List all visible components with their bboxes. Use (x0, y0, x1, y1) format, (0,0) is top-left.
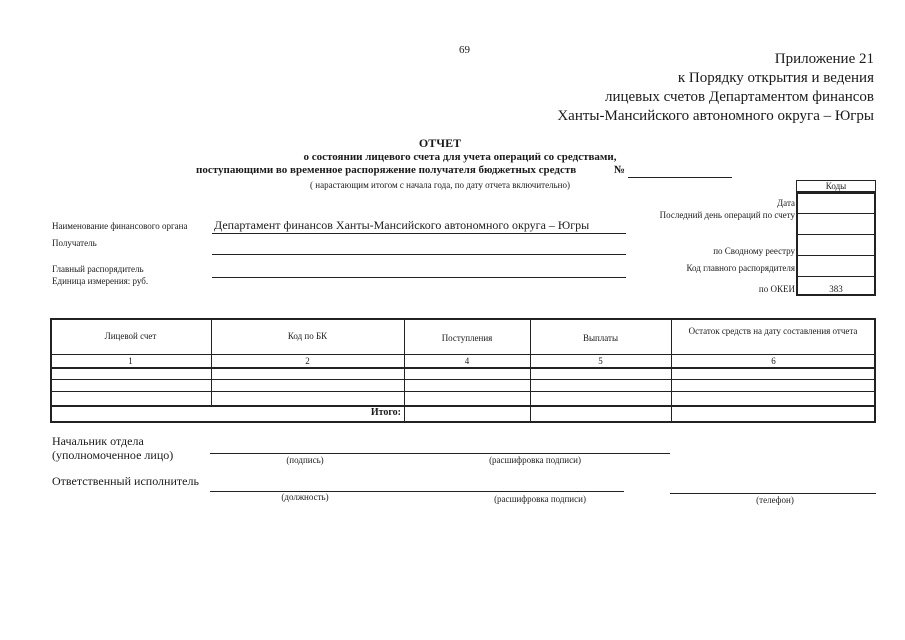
table-header: Лицевой счет (104, 331, 157, 341)
recipient-field[interactable] (212, 254, 626, 255)
recipient-label: Получатель (52, 238, 97, 248)
finorgan-line (212, 233, 626, 234)
appendix-line-4: Ханты-Мансийского автономного округа – Югры (557, 108, 874, 124)
codes-divider (796, 255, 876, 256)
report-title: ОТЧЕТ (418, 136, 462, 150)
codes-label-last-day: Последний день операций по счету (659, 210, 795, 220)
codes-header: Коды (825, 181, 847, 191)
table-col-number: 5 (598, 356, 603, 366)
head-signature-line[interactable] (210, 453, 670, 454)
codes-label-main-manager: Код главного распорядителя (686, 263, 795, 273)
table-col-number: 6 (771, 356, 776, 366)
table-header: Остаток средств на дату составления отчета (688, 326, 858, 336)
table-divider (50, 354, 876, 355)
codes-divider (796, 234, 876, 235)
codes-divider (796, 276, 876, 277)
report-note: ( нарастающим итогом с начала года, по дату отчета включительно) (310, 180, 570, 190)
codes-divider (796, 213, 876, 214)
table-header: Код по БК (287, 331, 328, 341)
table-divider (50, 405, 876, 407)
table-row[interactable] (52, 392, 874, 405)
main-manager-label: Главный распорядитель (52, 264, 144, 274)
codes-label-date: Дата (777, 198, 795, 208)
table-col-number: 1 (128, 356, 133, 366)
appendix-line-3: лицевых счетов Департаментом финансов (604, 89, 874, 105)
table-col-number: 2 (305, 356, 310, 366)
main-manager-field[interactable] (212, 277, 626, 278)
sign-caption: (подпись) (286, 455, 324, 465)
unit-label: Единица измерения: руб. (52, 276, 149, 286)
table-row[interactable] (52, 368, 874, 379)
codes-value-okei: 383 (829, 284, 843, 294)
codes-label-registry: по Сводному реестру (713, 246, 795, 256)
report-number-line[interactable] (628, 177, 732, 178)
position-caption: (должность) (281, 492, 329, 502)
report-subtitle-2: поступающими во временное распоряжение получателя бюджетных средств (196, 164, 577, 176)
appendix-line-1: Приложение 21 (774, 51, 874, 67)
decode-caption: (расшифровка подписи) (489, 455, 581, 465)
decode-caption-2: (расшифровка подписи) (494, 494, 586, 504)
table-row[interactable] (52, 380, 874, 391)
executor-label: Ответственный исполнитель (52, 474, 199, 488)
table-col-number: 4 (464, 356, 470, 366)
phone-caption: (телефон) (756, 495, 794, 505)
phone-line[interactable] (670, 493, 876, 494)
codes-label-okei: по ОКЕИ (758, 284, 795, 294)
head-label-sub: (уполномоченное лицо) (52, 448, 174, 462)
table-header: Выплаты (582, 333, 619, 343)
report-number-sign: № (614, 164, 626, 176)
appendix-line-2: к Порядку открытия и ведения (677, 70, 874, 86)
codes-header-cell (796, 180, 876, 192)
codes-box (796, 192, 876, 296)
table-total-label: Итого: (370, 407, 401, 418)
finorgan-value: Департамент финансов Ханты-Мансийского автономного округа – Югры (214, 218, 590, 232)
page-number: 69 (459, 44, 470, 56)
finorgan-label: Наименование финансового органа (52, 221, 188, 231)
head-label: Начальник отдела (52, 434, 144, 448)
table-header: Поступления (441, 333, 493, 343)
report-subtitle-1: о состоянии лицевого счета для учета операций со средствами, (303, 151, 617, 163)
